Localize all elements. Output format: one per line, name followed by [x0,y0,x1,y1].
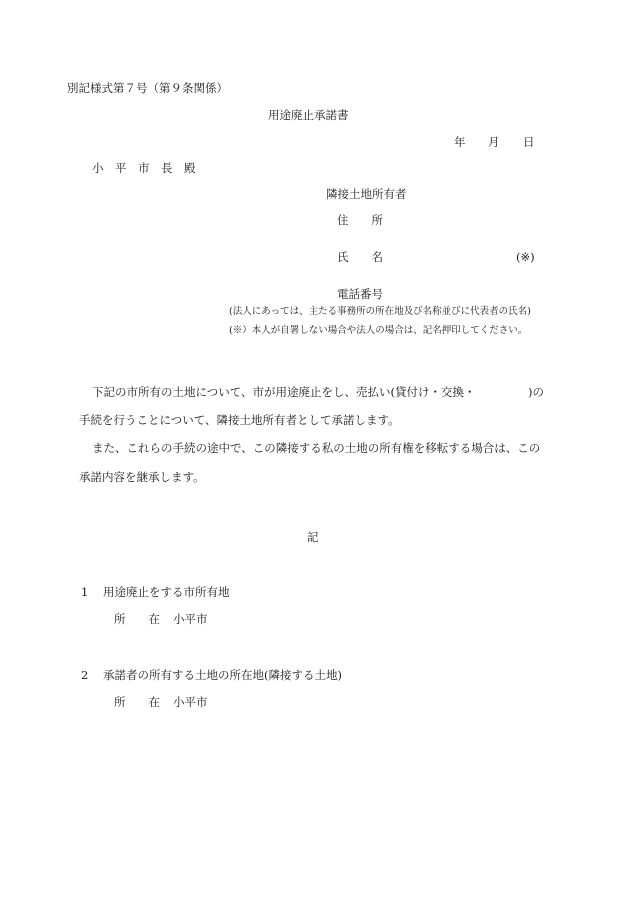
date-month: 月 [488,135,500,149]
address-label: 住 所 [337,213,383,227]
corporation-note: (法人にあっては、主たる事務所の所在地及び名称並びに代表者の氏名) [229,306,531,317]
ki-heading: 記 [307,530,319,544]
body-para1-line1: 下記の市所有の土地について、市が用途廃止をし、売払い(貸付け・交換・ [92,385,476,399]
date-day: 日 [523,135,535,149]
item-1-location-label: 所 在 [114,612,160,626]
document-title: 用途廃止承諾書 [268,108,349,122]
item-2-location-label: 所 在 [114,695,160,709]
seal-note: (※）本人が自署しない場合や法人の場合は、記名押印してください。 [229,325,528,336]
item-1-number: 1 [81,585,89,599]
name-label: 氏 名 [337,250,383,264]
item-2-number: 2 [81,668,89,682]
item-2-location-value: 小平市 [173,695,208,709]
body-para1-paren-close: )の [528,385,544,399]
body-para2-line1: また、これらの手続の途中で、この隣接する私の土地の所有権を移転する場合は、この [92,441,541,455]
seal-mark: (※) [516,250,535,264]
addressee: 小 平 市 長 殿 [92,161,196,175]
body-para2-line2: 承諾内容を継承します。 [79,470,205,484]
form-number: 別記様式第７号（第９条関係） [67,81,228,95]
item-1-heading: 用途廃止をする市所有地 [103,585,230,599]
phone-label: 電話番号 [337,287,383,301]
owner-heading: 隣接土地所有者 [326,187,407,201]
date-year: 年 [454,135,466,149]
item-1-location-value: 小平市 [173,612,208,626]
body-para1-line2: 手続を行うことについて、隣接土地所有者として承諾します。 [79,413,400,427]
item-2-heading: 承諾者の所有する土地の所在地(隣接する土地) [103,668,342,682]
